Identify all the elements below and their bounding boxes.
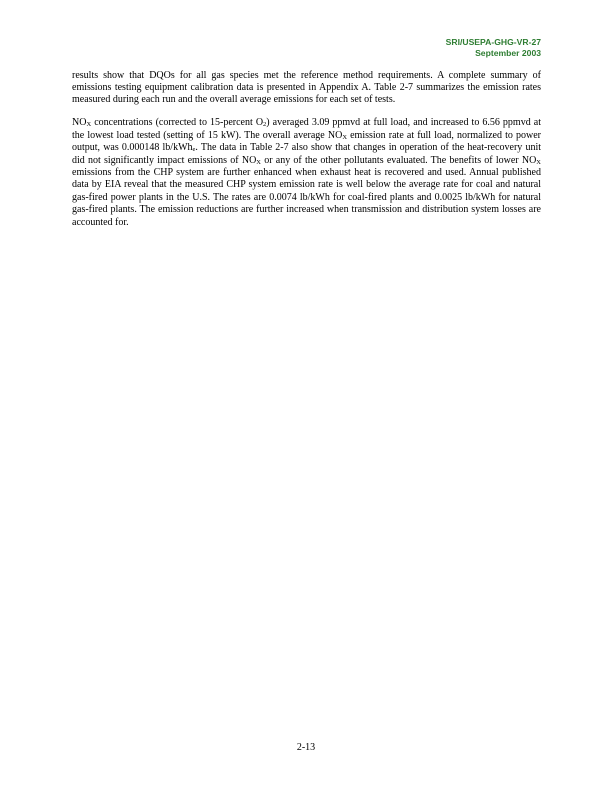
paragraph-2: $NO_X$ concentrations (corrected to 15-percent $O_2$) averaged 3.09 ppmvd at full load, and increased to 6.56 ppmvd at the lowest load tested (setting of 15 kW). The overall average $NO_X$ emission rate at full load, normalized to power output, was 0.000148 lb/kWh$_e$. The data in Table 2-7 also show that changes in operation of the heat-recovery unit did not significantly impact emissions of $NO_X$ or any of the other pollutants evaluated. The benefits of lower $NO_X$ emissions from the CHP system are further enhanced when exhaust heat is recovered and used. Annual published data by EIA reveal that the measured CHP system emission rate is well below the average rate for coal and natural gas-fired power plants in the U.S. The rates are 0.0074 lb/kWh for coal-fired plants and 0.0025 lb/kWh for natural gas-fired plants. The emission reductions are further increased when transmission and distribution system losses are accounted for. [72, 117, 541, 228]
nox-label: $NO_X$ [241, 154, 261, 166]
nox-label: $NO_X$ [72, 117, 92, 129]
page-number: 2-13 [296, 742, 316, 753]
body-text [72, 70, 541, 241]
nox-label: $NO_X$ [327, 129, 348, 141]
report-header [446, 37, 541, 58]
report-id: SRI/USEPA-GHG-VR-27 [445, 37, 541, 47]
paragraph-1: results show that DQOs for all gas species met the reference method requirements. A complete summary of emissions testing equipment calibration data is presented in Appendix A. Table 2-7 summarizes the emission rates measured during each run and the overall average emissions for each set of tests. [72, 70, 541, 105]
nox-label: $NO_X$ [521, 154, 541, 166]
report-date: September 2003 [475, 47, 541, 58]
